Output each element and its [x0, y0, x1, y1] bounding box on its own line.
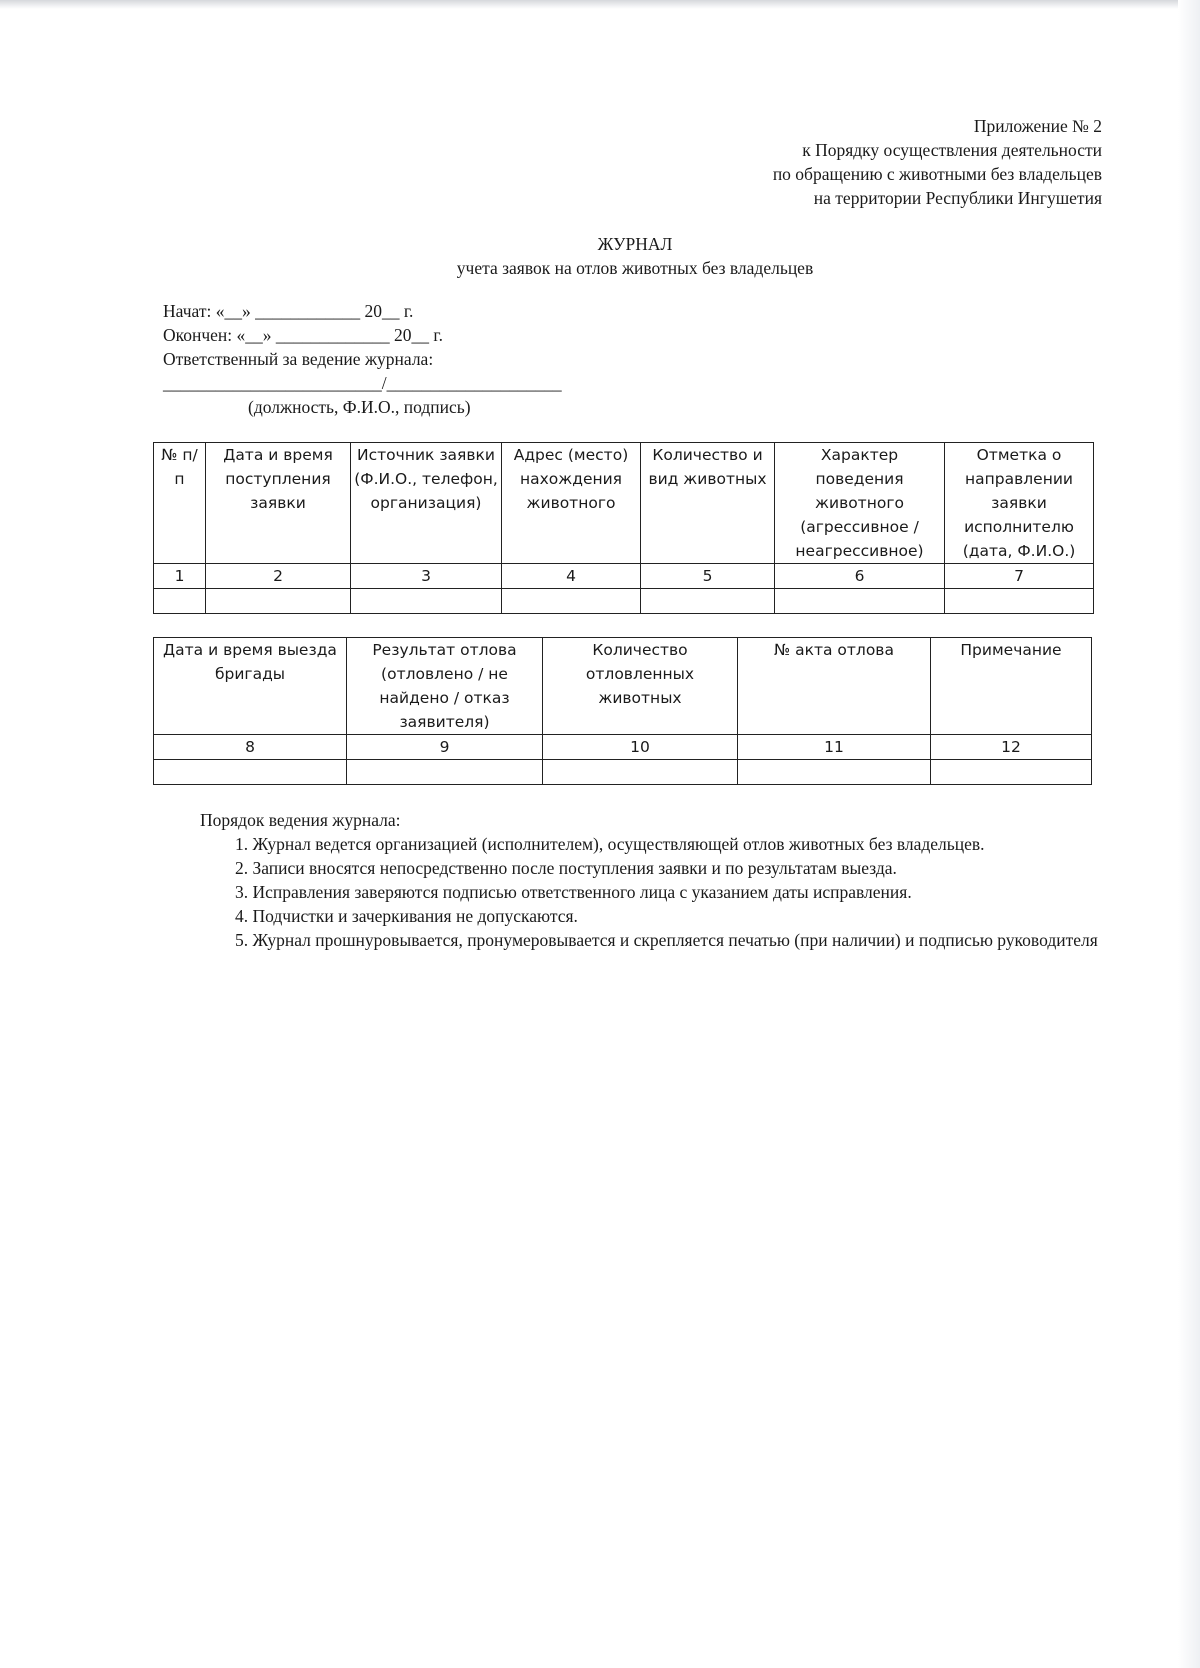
column-number: 6 — [775, 564, 945, 589]
column-header: Дата и время выезда бригады — [154, 638, 347, 735]
document-title — [0, 232, 1200, 280]
scan-top-edge — [0, 0, 1200, 9]
appendix-line: к Порядку осуществления деятельности — [802, 140, 1102, 160]
column-header: № акта отлова — [738, 638, 931, 735]
empty-cell — [775, 589, 945, 614]
procedure-item: 3. Исправления заверяются подписью ответственного лица с указанием даты исправления. — [235, 882, 912, 902]
table-header-row — [154, 443, 1094, 564]
procedure-title: Порядок ведения журнала: — [200, 810, 401, 830]
empty-cell — [945, 589, 1094, 614]
appendix-line: на территории Республики Ингушетия — [813, 188, 1102, 208]
empty-cell — [738, 760, 931, 785]
signature-line: _________________________/____________________ — [163, 373, 562, 393]
empty-cell — [502, 589, 641, 614]
column-number-row — [154, 564, 1094, 589]
column-header: Характер поведения животного (агрессивное / неагрессивное) — [775, 443, 945, 564]
column-number: 7 — [945, 564, 1094, 589]
table-header-row — [154, 638, 1092, 735]
appendix-number: Приложение № 2 — [973, 116, 1102, 136]
journal-table-part-2 — [153, 637, 1092, 785]
column-number: 8 — [154, 735, 347, 760]
column-number: 9 — [347, 735, 543, 760]
column-header: Источник заявки (Ф.И.О., телефон, организация) — [351, 443, 502, 564]
column-number: 1 — [154, 564, 206, 589]
column-header: Примечание — [931, 638, 1092, 735]
column-header: Количество отловленных животных — [543, 638, 738, 735]
column-number: 11 — [738, 735, 931, 760]
column-number: 3 — [351, 564, 502, 589]
column-number: 12 — [931, 735, 1092, 760]
empty-cell — [931, 760, 1092, 785]
column-header: Количество и вид животных — [641, 443, 775, 564]
appendix-line: по обращению с животными без владельцев — [772, 164, 1102, 184]
column-header: Отметка о направлении заявки исполнителю (дата, Ф.И.О.) — [945, 443, 1094, 564]
journal-table-part-1 — [153, 442, 1094, 614]
journal-meta — [163, 299, 562, 419]
signature-caption: (должность, Ф.И.О., подпись) — [248, 397, 471, 417]
procedure-section — [163, 808, 1113, 952]
title-subheading: учета заявок на отлов животных без владельцев — [456, 258, 814, 278]
column-number: 4 — [502, 564, 641, 589]
empty-cell — [206, 589, 351, 614]
responsible-label: Ответственный за ведение журнала: — [163, 349, 434, 369]
empty-cell — [543, 760, 738, 785]
empty-cell — [641, 589, 775, 614]
procedure-item: 5. Журнал прошнуровывается, пронумеровывается и скрепляется печатью (при наличии) и подписью руководителя — [235, 930, 1098, 950]
appendix-block — [773, 114, 1102, 210]
column-header: Дата и время поступления заявки — [206, 443, 351, 564]
column-number: 5 — [641, 564, 775, 589]
empty-cell — [154, 589, 206, 614]
empty-entry-row — [154, 589, 1094, 614]
empty-entry-row — [154, 760, 1092, 785]
empty-cell — [347, 760, 543, 785]
procedure-item: 2. Записи вносятся непосредственно после поступления заявки и по результатам выезда. — [235, 858, 897, 878]
started-field: Начат: «__» ____________ 20__ г. — [163, 301, 414, 321]
column-number: 2 — [206, 564, 351, 589]
column-header: № п/п — [154, 443, 206, 564]
procedure-item: 4. Подчистки и зачеркивания не допускаются. — [235, 906, 578, 926]
empty-cell — [351, 589, 502, 614]
column-header: Результат отлова (отловлено / не найдено / отказ заявителя) — [347, 638, 543, 735]
title-heading: ЖУРНАЛ — [597, 234, 673, 254]
empty-cell — [154, 760, 347, 785]
procedure-item: 1. Журнал ведется организацией (исполнителем), осуществляющей отлов животных без владельцев. — [235, 834, 985, 854]
column-number: 10 — [543, 735, 738, 760]
column-header: Адрес (место) нахождения животного — [502, 443, 641, 564]
column-number-row — [154, 735, 1092, 760]
ended-field: Окончен: «__» _____________ 20__ г. — [163, 325, 443, 345]
